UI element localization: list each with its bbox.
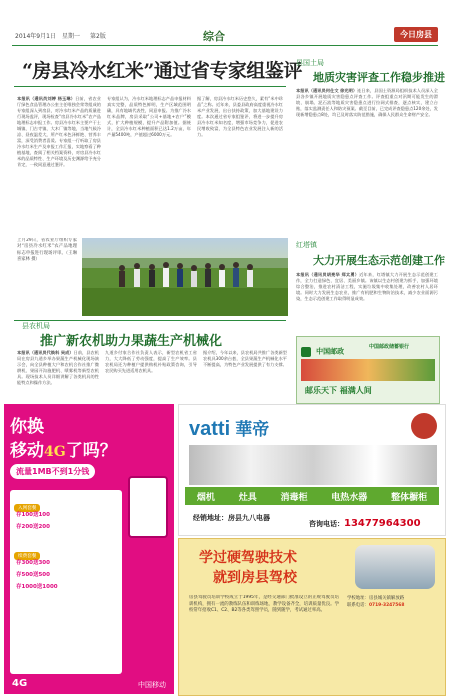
vatti-phone-label: 咨询电话： <box>309 520 344 528</box>
mobile-promo: 流量1MB不到1分钱 <box>10 464 95 479</box>
header-rule <box>12 45 438 46</box>
issue-date: 2014年9月1日 <box>15 33 56 40</box>
mobile-phone-graphic <box>128 476 168 538</box>
mobile-footer-4g: 4G <box>12 678 28 689</box>
vatti-logo-en: vatti <box>189 418 231 440</box>
vatti-phone-number: 13477964300 <box>344 518 421 529</box>
mobile-title-4g: 4G <box>44 444 66 460</box>
vatti-product-hood: 烟机 <box>196 492 215 503</box>
main-headline: “房县冷水红米”通过省专家组鉴评 <box>22 60 302 82</box>
school-contact-label: 联系电话： <box>347 603 369 608</box>
driving-school-ad[interactable] <box>178 538 446 696</box>
article-a-headline: 地质灾害评查工作稳步推进 <box>313 71 445 84</box>
photo-caption-text: 上月29日，省农业厅组织专家对“房县冷水红米”农产品地理标志申报进行现场评审。（王琳 喜家林 摄） <box>17 238 77 263</box>
china-post-ad[interactable] <box>296 336 440 404</box>
school-title-2: 就到房县驾校 <box>213 570 297 586</box>
vatti-product-cabinet: 整体橱柜 <box>391 492 428 503</box>
school-title-1: 学过硬驾驶技术 <box>199 550 297 566</box>
post-ad-image <box>301 359 435 381</box>
main-article-col1 <box>17 96 101 234</box>
post-bank-name: 中国邮政储蓄银行 <box>369 344 410 350</box>
plan-row-2: 存200送200 <box>16 524 50 530</box>
school-contact <box>347 602 439 609</box>
plan-header-new-label: 入网套餐 <box>14 504 40 512</box>
vatti-product-stove: 灶具 <box>238 492 257 503</box>
school-address-label: 学校地址： <box>347 596 369 601</box>
school-car-image <box>355 545 435 589</box>
vatti-product-heater: 电热水器 <box>331 492 368 503</box>
vatti-logo <box>189 415 269 441</box>
article-b-byline: 本报讯（通讯员胡亮华 郑太勇） <box>296 272 360 277</box>
article-b-headline: 大力开展生态示范创建工作 <box>313 254 445 267</box>
main-headline-rule <box>14 86 286 87</box>
main-byline: 本报讯（通讯员刘婷 杨玉琳） <box>17 96 76 101</box>
mobile-footer-brand: 中国移动 <box>138 681 166 689</box>
article-c-col3: 据介绍，今年以来，县农机局共推广各类新型农机具300余台套，全县果蔬生产机械化水平不断提高，为特色产业发展提供了有力支撑。 <box>203 350 287 367</box>
china-mobile-ad[interactable] <box>4 404 174 694</box>
mobile-plans <box>10 490 122 674</box>
post-logo-icon <box>301 347 311 357</box>
china-post-logo <box>301 341 361 357</box>
article-a-byline: 本报讯（通讯员何仕文 徐光明） <box>296 88 358 93</box>
vatti-dealer: 经销地址：房县九八电器 <box>193 514 270 522</box>
article-a-body <box>296 88 438 236</box>
vatti-logo-cn: 華帝 <box>235 420 270 440</box>
plan-row-3: 存300送300 <box>16 560 50 566</box>
article-c-headline: 推广新农机助力果蔬生产机械化 <box>40 334 223 349</box>
post-slogan: 邮乐天下 福满人间 <box>305 385 372 395</box>
vatti-products-image <box>189 445 437 485</box>
vatti-phone <box>309 511 421 530</box>
article-c-byline: 本报讯（通讯员代焕科 吴成） <box>17 350 74 355</box>
plan-row-1: 存100送100 <box>16 512 50 518</box>
main-article-col3: 据了解，房县冷水红米历史悠久，素有“米中珍品”之称。近年来，县委县政府高度重视冷水红米产业发展，出台扶持政策，加大基地建设力度。本次通过省专家组鉴评，将进一步提升房县冷水红米知名度，增强市场竞争力，促进农民增收致富，为全县特色农业发展注入新的活力。 <box>197 96 283 137</box>
school-info <box>347 595 439 685</box>
school-address-value: 房县城关镇解放路 <box>368 596 405 601</box>
mobile-title-mobile: 移动 <box>10 441 44 461</box>
issue-weekday: 星期一 <box>62 33 81 40</box>
masthead <box>12 27 438 43</box>
main-article-col2: 专家组认为，冷水红米地理标志产品申报材料真实完整，品质特色鲜明，生产区域范围明确，具有地域代表性，同意申报。为推广冷水红米品牌，房县采取“公司+基地+农户”模式，扩大种植规模，提升产品附加值。据统计，全县冷水红米种植面积已达1.2万亩，年产量5400吨，产值超过6000万元。 <box>107 96 191 137</box>
mobile-title-line2 <box>10 436 117 461</box>
mobile-title-tail: 了吗？ <box>65 441 117 461</box>
section-title: 综合 <box>203 30 225 43</box>
mobile-title-line1: 你换 <box>10 417 44 437</box>
article-b-kicker: 红塔镇 <box>296 241 317 249</box>
main-body: 日前，省农业厅绿色食品管理办公室主任唯独会荣等组成的专家组深入到房县，对冷水红米产品的质量进行现场监评，现场检查“房县冷水红米”农产品地理标志申报工作。房县冷水红米主要产于土城镇、门古寺镇、大木厂镇等地，当地气候冷凉、昼夜温差大，所产红米色泽鲜艳、营养丰富，深受消费者喜爱。专家组一行听取了房县冷水红米生产及申报工作汇报，实地察看了种植基地，查阅了相关档案资料，对房县冷水红米的品质特性、生产环境及历史渊源给予充分肯定，一致同意通过鉴评。 <box>17 96 101 167</box>
article-c-col1 <box>17 350 99 400</box>
vatti-ad[interactable] <box>178 404 446 536</box>
issue-page: 第2版 <box>90 33 106 40</box>
article-c-kicker: 县农机局 <box>22 322 50 330</box>
plan-header-renew-label: 续费套餐 <box>14 552 40 560</box>
brand-badge: 今日房县 <box>394 27 438 42</box>
article-c-col2: 九道乡付家合作社负责人表示，新型农机省工省力，大大降低了劳动强度，提高了生产效率。县农机局还为种植户提供购机补贴政策咨询，引导农民购买先进适用农机具。 <box>105 350 197 373</box>
article-c-text1: 日前，县农机局在房县九道乡举办果蔬生产机械化现场演示会，向全县种植大户和农机合作社推广微耕机、果园开沟施肥机、喷雾机等新型农机具。现场技术人员详细讲解了各类机具的性能特点和操作方法。 <box>17 350 99 385</box>
article-c-rule <box>14 320 286 321</box>
plan-row-5: 存1000送1000 <box>16 584 58 590</box>
school-body: 房县驾驶员培训学校成立于1995年，是经交通部门批准设立的正规驾驶员培训机构，拥有一流的教练队伍和训练场地，教学设备齐全，培训质量优良。学校常年招收C1、C2、B2等各类驾照学员，随到随学，考试通过率高。 <box>189 595 339 613</box>
school-contact-value: 0719-3247568 <box>368 603 405 608</box>
article-a-kicker: 县国土局 <box>296 59 324 67</box>
field-photo <box>82 238 288 316</box>
photo-caption <box>17 238 77 306</box>
post-logo-text: 中国邮政 <box>316 347 345 356</box>
photo-crowd-drawing <box>82 238 288 316</box>
vatti-product-bar <box>185 487 439 505</box>
article-b-body <box>296 272 438 336</box>
vatti-product-steriliser: 消毒柜 <box>280 492 308 503</box>
article-a-text: 连日来，县国土资源局组织技术人员深入全县各乡镇开展地质灾害隐患点评查工作。评查组重点对汛期可能发生的滑坡、崩塌、泥石流等地质灾害隐患点进行拉网式排查，逐点核实，建立台账，落实监测责任人和防灾预案。截至目前，已完成评查隐患点120余处，发现新增隐患点8处，均已及时落实防范措施，确保人民群众生命财产安全。 <box>296 88 438 117</box>
school-address <box>347 595 439 602</box>
plan-row-4: 存500送500 <box>16 572 50 578</box>
article-b-text: 近年来，红塔镇大力开展生态示范创建工作，全力打造绿色、宜居、美丽乡镇。该镇以生态村创建为抓手，加强环境综合整治，推进农村清洁工程，实施垃圾集中收集处理，改善农村人居环境。同时大力发展生态农业，推广有机肥和生物防治技术，减少农业面源污染，生态示范创建工作取得明显成效。 <box>296 272 438 301</box>
vatti-badge <box>411 413 437 439</box>
